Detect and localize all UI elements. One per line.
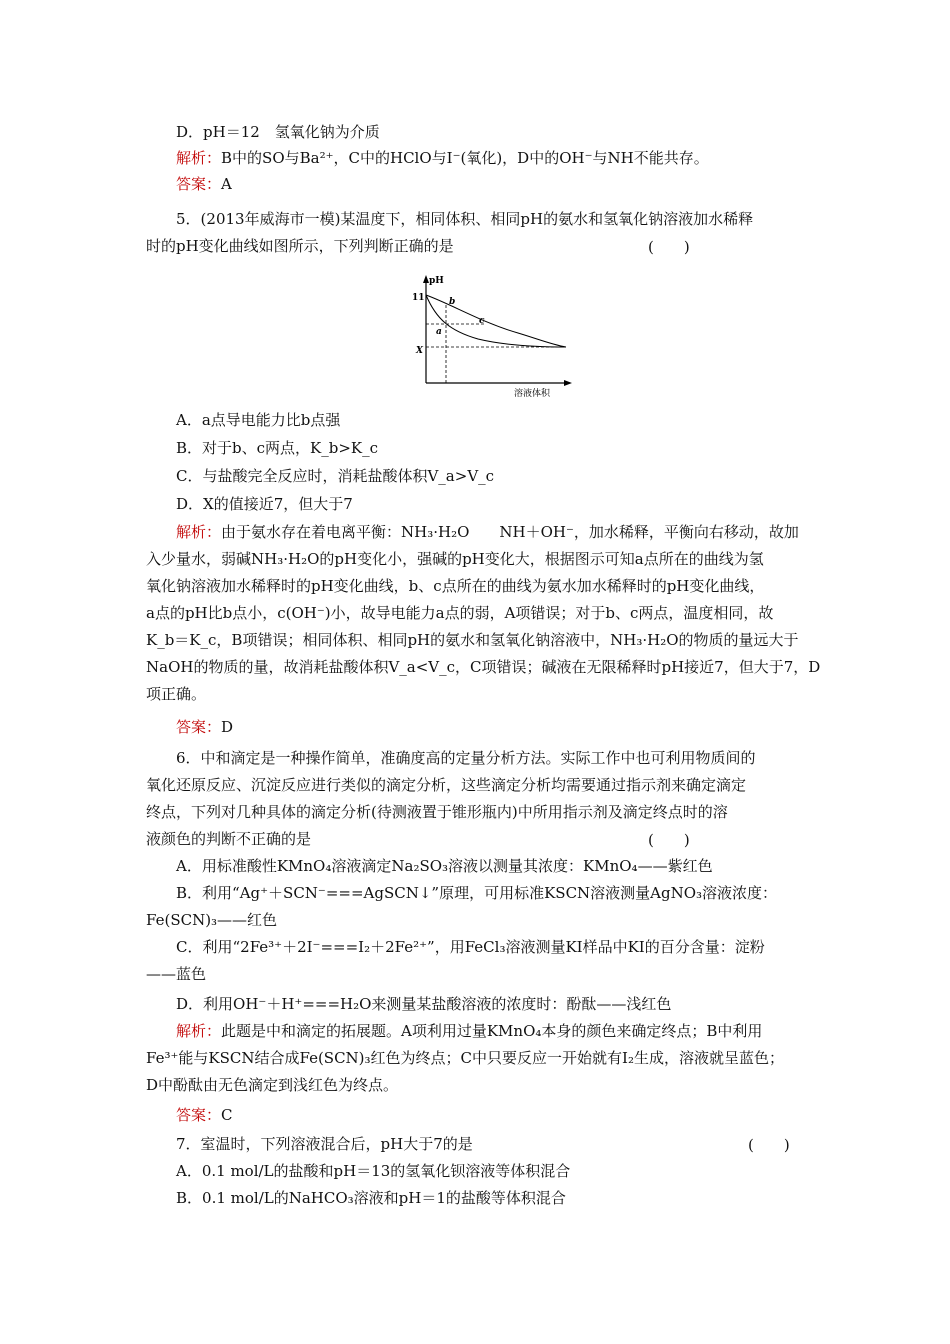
answer-q4: 答案：A [176,175,232,193]
analysis-q5-line3: 氧化钠溶液加水稀释时的pH变化曲线，b、c点所在的曲线为氨水加水稀释时的pH变化曲线， [146,577,765,595]
analysis-q5-line5: K_b＝K_c，B项错误；相同体积、相同pH的氨水和氢氧化钠溶液中，NH₃·H₂O的物质的量远大于 [146,631,799,649]
option-d-q6: D．利用OH⁻＋H⁺===H₂O来测量某盐酸溶液的浓度时：酚酞——浅红色 [176,995,672,1013]
tick-11: 11 [412,293,425,303]
question-7: 7．室温时，下列溶液混合后，pH大于7的是 [176,1135,473,1153]
option-b-q7: B．0.1 mol/L的NaHCO₃溶液和pH＝1的盐酸等体积混合 [176,1189,566,1207]
answer-q5: 答案：D [176,718,234,736]
analysis-q6-line3: D中酚酞由无色滴定到浅红色为终点。 [146,1076,399,1094]
ph-dilution-figure [408,271,578,403]
option-a-q6: A．用标准酸性KMnO₄溶液滴定Na₂SO₃溶液以测量其浓度：KMnO₄——紫红色 [176,857,713,875]
option-c-q6-line2: ——蓝色 [146,965,207,983]
option-a-q7: A．0.1 mol/L的盐酸和pH＝13的氢氧化钡溶液等体积混合 [176,1162,571,1180]
analysis-q5-line6: NaOH的物质的量，故消耗盐酸体积V_a<V_c，C项错误；碱液在无限稀释时pH接近7，但大于7，D [146,658,821,676]
answer-q6: 答案：C [176,1106,233,1124]
analysis-q5-line7: 项正确。 [146,685,207,703]
question-5-line2: 时的pH变化曲线如图所示，下列判断正确的是 [146,237,454,255]
analysis-q5-line1: 解析：由于氨水存在着电离平衡：NH₃·H₂O NH＋OH⁻，加水稀释，平衡向右移动，故加 [176,523,799,541]
y-axis-label: pH [429,276,444,286]
question-6-line1: 6．中和滴定是一种操作简单，准确度高的定量分析方法。实际工作中也可利用物质间的 [176,749,756,767]
x-axis-arrow [564,380,572,386]
question-5-line1: 5．(2013年威海市一模)某温度下，相同体积、相同pH的氨水和氢氧化钠溶液加水稀释 [176,210,754,228]
naoh-curve [426,295,566,347]
option-d-q4: D．pH＝12 氢氧化钠为介质 [176,123,380,141]
option-b-q5: B．对于b、c两点，K_b>K_c [176,439,379,457]
option-b-q6-line1: B．利用“Ag⁺＋SCN⁻===AgSCN↓”原理，可用标准KSCN溶液测量AgNO₃溶液浓度： [176,884,778,902]
question-6-line2: 氧化还原反应、沉淀反应进行类似的滴定分析，这些滴定分析均需要通过指示剂来确定滴定 [146,776,747,794]
option-a-q5: A．a点导电能力比b点强 [176,411,341,429]
question-6-line3: 终点，下列对几种具体的滴定分析(待测液置于锥形瓶内)中所用指示剂及滴定终点时的溶 [146,803,728,821]
point-c-label: c [479,316,485,326]
point-a-label: a [436,327,442,337]
option-b-q6-line2: Fe(SCN)₃——红色 [146,911,278,929]
analysis-q6-line1: 解析：此题是中和滴定的拓展题。A项利用过量KMnO₄本身的颜色来确定终点；B中利用 [176,1022,763,1040]
analysis-q4: 解析：B中的SO与Ba²⁺，C中的HClO与I⁻(氧化)，D中的OH⁻与NH不能共存。 [176,149,709,167]
x-axis-label: 溶液体积 [514,389,551,399]
option-c-q6-line1: C．利用“2Fe³⁺＋2I⁻===I₂＋2Fe²⁺”，用FeCl₃溶液测量KI样品中KI的百分含量：淀粉 [176,938,765,956]
ammonia-curve [426,295,566,347]
answer-blank-q5: ( ) [648,238,690,256]
analysis-q6-line2: Fe³⁺能与KSCN结合成Fe(SCN)₃红色为终点；C中只要反应一开始就有I₂生成，溶液就呈蓝色； [146,1049,784,1067]
point-b-label: b [449,297,456,307]
tick-x: X [416,346,423,356]
analysis-q5-line2: 入少量水，弱碱NH₃·H₂O的pH变化小，强碱的pH变化大，根据图示可知a点所在的曲线为氢 [146,550,764,568]
ph-dilution-chart [408,271,578,399]
answer-blank-q7: ( ) [748,1136,790,1154]
analysis-q5-line4: a点的pH比b点小，c(OH⁻)小，故导电能力a点的弱，A项错误；对于b、c两点，温度相同，故 [146,604,774,622]
option-c-q5: C．与盐酸完全反应时，消耗盐酸体积V_a>V_c [176,467,495,485]
option-d-q5: D．X的值接近7，但大于7 [176,495,353,513]
question-6-line4: 液颜色的判断不正确的是 [146,830,312,848]
answer-blank-q6: ( ) [648,831,690,849]
